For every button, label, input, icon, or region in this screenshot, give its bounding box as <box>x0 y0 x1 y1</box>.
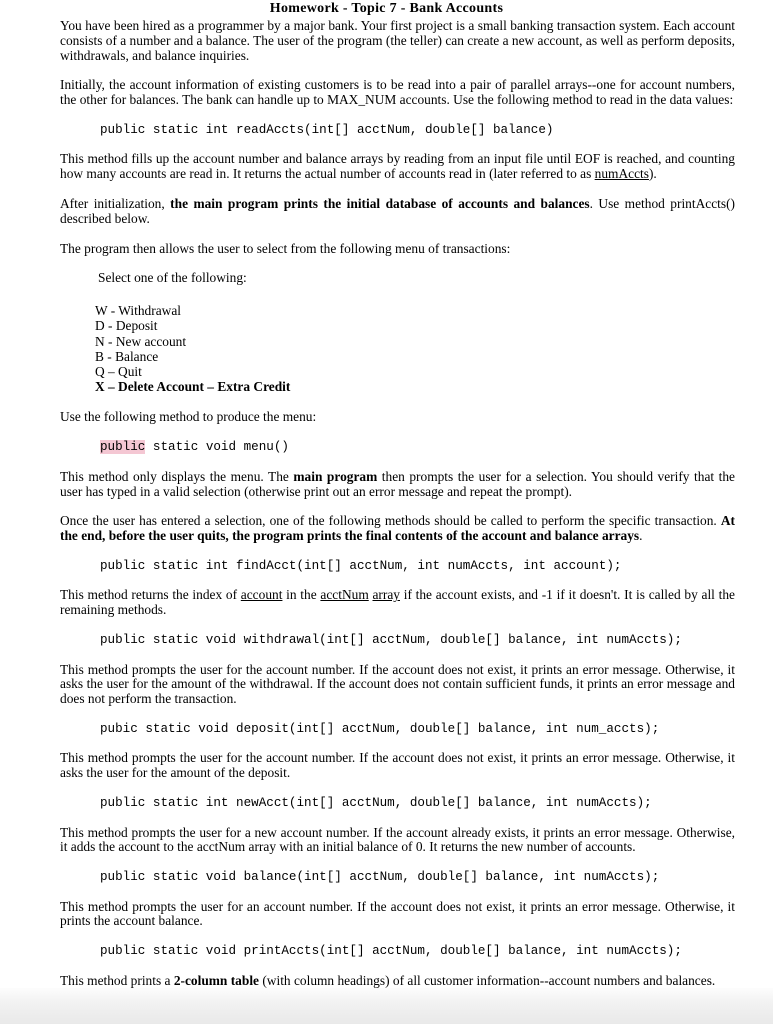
menu-item-deposit: D - Deposit <box>95 318 158 334</box>
code-newacct-signature: public static int newAcct(int[] acctNum, double[] balance, int numAccts); <box>100 796 652 811</box>
underlined-account: account <box>240 587 283 603</box>
bold-final-contents: At the end, before the user quits, the program prints the final contents of the account and balance arrays <box>60 513 735 544</box>
paragraph-intro: You have been hired as a programmer by a major bank. Your first project is a small banking transaction system. Each account consists of a number and a balance. The user of the program (the teller) can create a new account, as well as perform deposits, withdrawals, and balance inquiries. <box>60 18 735 63</box>
menu-item-quit: Q – Quit <box>95 364 142 380</box>
paragraph-withdrawal-desc: This method prompts the user for the account number. If the account does not exist, it prints an error message. Otherwise, it asks the user for the amount of the withdrawal. If the account does not contain sufficient funds, it prints an error message and does not perform the transaction. <box>60 661 735 707</box>
menu-prompt-line: Select one of the following: <box>98 270 247 286</box>
text-run: static void menu() <box>145 440 289 455</box>
text-run: if the account exists, and -1 if it doesn't. It is called by all the remaining methods. <box>60 587 735 618</box>
document-title: Homework - Topic 7 - Bank Accounts <box>269 1 504 16</box>
menu-item-withdrawal: W - Withdrawal <box>95 303 181 319</box>
bold-main-program: main program <box>293 468 378 484</box>
code-withdrawal-signature: public static void withdrawal(int[] acctNum, double[] balance, int numAccts); <box>100 633 682 648</box>
paragraph-menu-method-intro: Use the following method to produce the menu: <box>60 409 317 425</box>
code-printaccts-signature: public static void printAccts(int[] acctNum, double[] balance, int numAccts); <box>100 944 682 959</box>
paragraph-selection-desc <box>60 514 735 544</box>
bold-main-program-prints: the main program prints the initial database of accounts and balances <box>170 196 590 212</box>
text-run: then prompts the user for a selection. You should verify that the user has typed in a valid selection (otherwise print out an error message and repeat the prompt). <box>60 468 735 499</box>
paragraph-menu-intro: The program then allows the user to select from the following menu of transactions: <box>60 240 511 256</box>
menu-item-delete-account: X – Delete Account – Extra Credit <box>95 379 291 395</box>
paragraph-printaccts-desc <box>60 974 735 989</box>
text-run: . Use method printAccts() described below. <box>60 196 735 226</box>
page-bottom-edge <box>0 988 773 1024</box>
paragraph-after-initialization <box>60 197 735 227</box>
paragraph-deposit-desc: This method prompts the user for the account number. If the account does not exist, it prints an error message. Otherwise, it asks the user for the amount of the deposit. <box>60 750 735 781</box>
underlined-numaccts: numAccts <box>594 166 649 182</box>
menu-item-balance: B - Balance <box>95 348 159 364</box>
underlined-array: array <box>372 587 400 603</box>
menu-item-new-account: N - New account <box>95 333 187 349</box>
code-menu-signature <box>100 440 735 455</box>
text-run: in the <box>282 587 321 603</box>
text-run: After initialization, <box>60 196 171 212</box>
code-deposit-signature: pubic static void deposit(int[] acctNum, double[] balance, int num_accts); <box>100 721 660 736</box>
text-run: This method fills up the account number and balance arrays by reading from an input file until EOF is reached, and counting how many accounts are read in. It returns the actual number of accounts read in (later referred to as <box>60 151 735 182</box>
paragraph-readaccts-desc <box>60 152 735 182</box>
transaction-menu <box>95 303 735 394</box>
text-run: This method only displays the menu. The <box>60 468 294 484</box>
text-run: ). <box>648 166 657 182</box>
underlined-acctnum: acctNum <box>320 587 369 603</box>
paragraph-newacct-desc: This method prompts the user for a new account number. If the account already exists, it prints an error message. Otherwise, it adds the account to the acctNum array with an initial balance of 0. It returns the new number of accounts. <box>60 824 735 855</box>
bold-two-column-table: 2-column table <box>173 972 259 988</box>
text-run: (with column headings) of all customer information--account numbers and balances. <box>259 972 716 988</box>
paragraph-balance-desc: This method prompts the user for an account number. If the account does not exist, it prints an error message. Otherwise, it prints the account balance. <box>60 898 735 929</box>
text-run: . <box>639 528 643 544</box>
paragraph-menu-desc <box>60 470 735 500</box>
code-findacct-signature: public static int findAcct(int[] acctNum, int numAccts, int account); <box>100 558 622 573</box>
text-run: This method returns the index of <box>60 587 241 603</box>
text-run: Once the user has entered a selection, one of the following methods should be called to perform the specific transaction. <box>60 513 721 529</box>
text-run: This method prints a <box>60 972 174 988</box>
paragraph-findacct-desc <box>60 588 735 618</box>
paragraph-initialization: Initially, the account information of existing customers is to be read into a pair of parallel arrays--one for account numbers, the other for balances. The bank can handle up to MAX_NUM accounts. Use the following method to read in the data values: <box>60 77 735 108</box>
document-page <box>0 6 773 989</box>
code-readaccts-signature: public static int readAccts(int[] acctNum, double[] balance) <box>100 122 554 137</box>
code-balance-signature: public static void balance(int[] acctNum, double[] balance, int numAccts); <box>100 870 660 885</box>
highlighted-public-keyword: public <box>100 440 146 455</box>
